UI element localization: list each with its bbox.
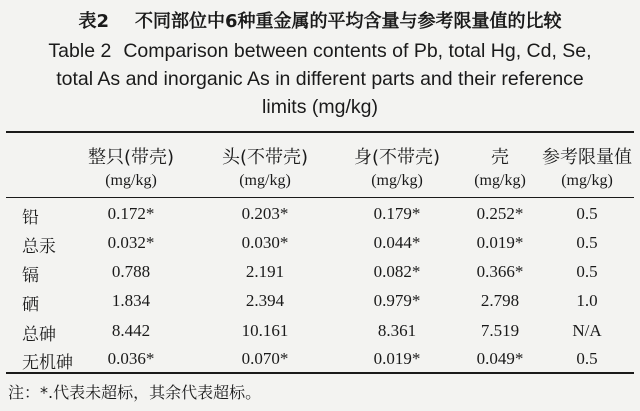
column-header-shell: 壳 — [491, 147, 509, 168]
table-header-rule — [6, 197, 634, 198]
table-cell: 0.252* — [476, 204, 524, 223]
table-cell: 0.5 — [576, 262, 598, 281]
table-cell: 1.834 — [111, 291, 151, 310]
table-cell: 8.442 — [111, 321, 151, 340]
row-label-selenium: 硒 — [22, 295, 39, 315]
column-unit-head: (mg/kg) — [239, 172, 291, 189]
table-cell: 0.032* — [107, 233, 155, 252]
row-label-total-arsenic: 总砷 — [22, 325, 56, 345]
table-cell: 1.0 — [576, 291, 598, 310]
table-cell: 0.082* — [373, 262, 421, 281]
table-cell: 0.366* — [476, 262, 524, 281]
table-cell: 2.394 — [245, 291, 285, 310]
row-label-cadmium: 镉 — [22, 266, 39, 286]
caption-english-line-3: limits (mg/kg) — [262, 96, 378, 118]
table-number-en: Table 2 — [48, 40, 112, 62]
table-cell: 0.979* — [373, 291, 421, 310]
caption-english-line-1 — [6, 40, 634, 63]
table-cell: 0.036* — [107, 349, 155, 368]
caption-chinese — [8, 7, 632, 33]
table-cell: 0.179* — [373, 204, 421, 223]
table-cell: 0.070* — [241, 349, 289, 368]
table-bottom-rule — [6, 372, 634, 374]
table-number-cn: 表2 — [78, 11, 109, 32]
table-cell: 2.191 — [245, 262, 285, 281]
row-label-total-mercury: 总汞 — [22, 237, 56, 257]
table-footnote: 注：*.代表未超标，其余代表超标。 — [8, 383, 262, 402]
column-header-head: 头(不带壳) — [221, 147, 309, 168]
row-label-inorganic-arsenic: 无机砷 — [22, 353, 73, 373]
table-cell: 7.519 — [480, 321, 520, 340]
column-unit-whole: (mg/kg) — [105, 172, 157, 189]
table-cell: 10.161 — [241, 321, 289, 340]
table-title-cn: 不同部位中6种重金属的平均含量与参考限量值的比较 — [135, 11, 562, 32]
column-unit-reference-limit: (mg/kg) — [561, 172, 613, 189]
table-cell: 0.019* — [373, 349, 421, 368]
column-unit-shell: (mg/kg) — [474, 172, 526, 189]
table-cell: N/A — [572, 321, 602, 340]
table-cell: 0.049* — [476, 349, 524, 368]
table-cell: 0.5 — [576, 204, 598, 223]
table-cell: 0.203* — [241, 204, 289, 223]
table-title-en-1: Comparison between contents of Pb, total Hg, Cd, Se, — [123, 40, 592, 62]
table-cell: 0.030* — [241, 233, 289, 252]
table-top-rule — [6, 131, 634, 133]
column-header-whole: 整只(带壳) — [87, 147, 175, 168]
table-cell: 8.361 — [377, 321, 417, 340]
table-cell: 0.5 — [576, 233, 598, 252]
column-header-body: 身(不带壳) — [353, 147, 441, 168]
table-cell: 2.798 — [480, 291, 520, 310]
caption-english-line-2: total As and inorganic As in different parts and their reference — [56, 68, 584, 90]
column-unit-body: (mg/kg) — [371, 172, 423, 189]
column-header-reference-limit: 参考限量值 — [542, 147, 632, 168]
table-cell: 0.044* — [373, 233, 421, 252]
table-cell: 0.5 — [576, 349, 598, 368]
table-cell: 0.172* — [107, 204, 155, 223]
table-cell: 0.019* — [476, 233, 524, 252]
table-cell: 0.788 — [111, 262, 151, 281]
row-label-lead: 铅 — [22, 208, 39, 228]
